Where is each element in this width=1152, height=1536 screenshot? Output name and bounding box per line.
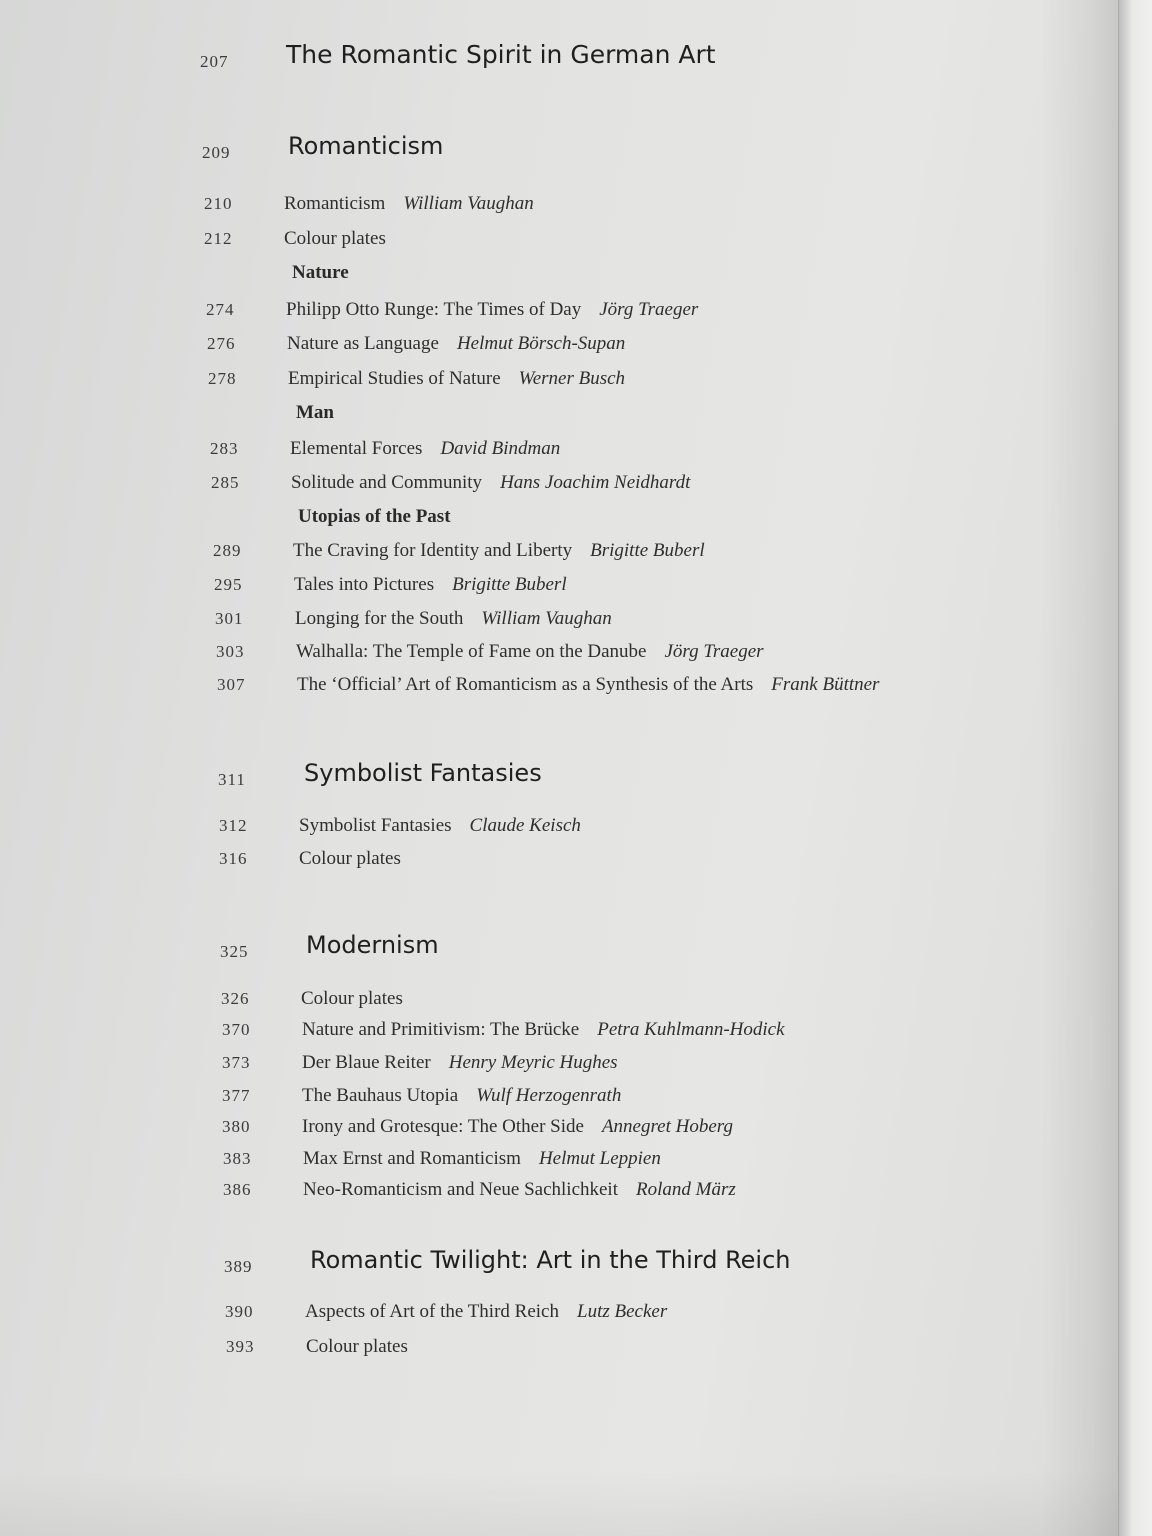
entry-title: Walhalla: The Temple of Fame on the Danube — [296, 641, 647, 662]
entry-author: Petra Kuhlmann-Hodick — [597, 1019, 785, 1040]
page-number: 316 — [219, 849, 248, 868]
page-number: 210 — [204, 194, 233, 213]
toc-entry — [207, 332, 625, 356]
page-number: 307 — [217, 675, 246, 694]
entry-title: Der Blaue Reiter — [302, 1052, 431, 1073]
entry-title: Neo-Romanticism and Neue Sachlichkeit — [303, 1179, 618, 1200]
toc-entry — [217, 673, 879, 697]
section-heading-symbolist — [218, 759, 542, 790]
toc-entry — [215, 607, 612, 631]
section-heading-twilight — [224, 1246, 791, 1277]
page-number: 325 — [220, 942, 249, 961]
entry-author: Helmut Börsch-Supan — [456, 333, 626, 354]
page-number: 301 — [215, 609, 244, 628]
entry-title: Colour plates — [301, 988, 403, 1009]
entry-author: Frank Büttner — [771, 674, 880, 695]
entry-author: Wulf Herzogenrath — [476, 1085, 622, 1106]
page-number: 295 — [214, 575, 243, 594]
page-number: 303 — [216, 642, 245, 661]
entry-title: Aspects of Art of the Third Reich — [305, 1301, 559, 1322]
page-number: 312 — [219, 816, 248, 835]
toc-entry — [219, 814, 581, 838]
toc-entry — [211, 471, 690, 495]
entry-title: Colour plates — [284, 228, 386, 249]
page-number: 278 — [208, 369, 237, 388]
entry-author: Brigitte Buberl — [590, 540, 705, 561]
page-number: 283 — [210, 439, 239, 458]
entry-title: Solitude and Community — [291, 472, 483, 493]
page-number: 311 — [218, 770, 246, 789]
toc-entry — [225, 1300, 667, 1324]
page-title — [200, 40, 716, 72]
entry-title: Longing for the South — [295, 608, 464, 629]
section-heading-romanticism — [202, 132, 443, 163]
page-title-text: The Romantic Spirit in German Art — [286, 40, 716, 69]
page-number: 390 — [225, 1302, 254, 1321]
page-number: 276 — [207, 334, 236, 353]
entry-author: Jörg Traeger — [664, 641, 764, 662]
toc-entry — [223, 1178, 736, 1202]
page-number: 380 — [222, 1117, 251, 1136]
page-number: 377 — [222, 1086, 251, 1105]
entry-author: Claude Keisch — [469, 815, 581, 836]
section-heading-text: Romanticism — [288, 132, 444, 160]
entry-author: Jörg Traeger — [599, 299, 699, 320]
page-number: 383 — [223, 1149, 252, 1168]
entry-title: Nature as Language — [287, 333, 439, 354]
entry-author: William Vaughan — [481, 608, 612, 629]
entry-title: The Craving for Identity and Liberty — [293, 540, 573, 561]
page-number: 386 — [223, 1180, 252, 1199]
page-number: 209 — [202, 143, 231, 162]
toc-entry — [208, 367, 625, 391]
toc-entry — [222, 1115, 733, 1139]
entry-title: The Bauhaus Utopia — [302, 1085, 459, 1106]
entry-title: Romanticism — [284, 193, 386, 214]
page-number: 370 — [222, 1020, 251, 1039]
section-heading-text: Symbolist Fantasies — [304, 759, 542, 787]
entry-author: Henry Meyric Hughes — [448, 1052, 618, 1073]
entry-title: Colour plates — [306, 1336, 408, 1357]
page-number: 393 — [226, 1337, 255, 1356]
entry-author: Hans Joachim Neidhardt — [500, 472, 691, 493]
page-number: 212 — [204, 229, 233, 248]
toc-entry — [219, 847, 401, 871]
entry-author: Helmut Leppien — [538, 1148, 661, 1169]
toc-entry — [226, 1335, 408, 1359]
section-heading-text: Romantic Twilight: Art in the Third Reich — [310, 1246, 791, 1274]
toc-entry — [213, 539, 705, 563]
entry-title: Elemental Forces — [290, 438, 423, 459]
toc-entry — [222, 1051, 618, 1075]
subsection-heading: Nature — [292, 262, 349, 283]
toc-entry — [206, 298, 698, 322]
entry-author: William Vaughan — [403, 193, 534, 214]
toc-entry — [222, 1018, 785, 1042]
toc-entry — [204, 192, 534, 216]
entry-title: Colour plates — [299, 848, 401, 869]
entry-title: Max Ernst and Romanticism — [303, 1148, 521, 1169]
entry-author: David Bindman — [440, 438, 561, 459]
toc-entry — [216, 640, 764, 664]
page-bottom-shadow — [0, 1470, 1152, 1536]
page-number: 373 — [222, 1053, 251, 1072]
page-number: 289 — [213, 541, 242, 560]
entry-title: Irony and Grotesque: The Other Side — [302, 1116, 584, 1137]
entry-author: Brigitte Buberl — [452, 574, 567, 595]
toc-entry — [214, 573, 567, 597]
toc-entry — [223, 1147, 661, 1171]
page-number: 274 — [206, 300, 235, 319]
entry-title: Nature and Primitivism: The Brücke — [302, 1019, 580, 1040]
page-number: 389 — [224, 1257, 253, 1276]
subsection-heading: Man — [296, 402, 334, 423]
adjacent-page-edge — [1118, 0, 1152, 1536]
entry-author: Lutz Becker — [577, 1301, 668, 1322]
entry-title: Tales into Pictures — [294, 574, 435, 595]
section-heading-modernism — [220, 931, 439, 962]
entry-title: Empirical Studies of Nature — [288, 368, 501, 389]
toc-entry — [221, 987, 403, 1011]
entry-title: The ‘Official’ Art of Romanticism as a Synthesis of the Arts — [297, 674, 754, 695]
entry-title: Symbolist Fantasies — [299, 815, 452, 836]
toc-entry — [204, 227, 386, 251]
toc-entry — [210, 437, 560, 461]
section-heading-text: Modernism — [306, 931, 439, 959]
toc-entry — [222, 1084, 621, 1108]
entry-title: Philipp Otto Runge: The Times of Day — [286, 299, 582, 320]
page-number: 207 — [200, 52, 229, 71]
entry-author: Annegret Hoberg — [601, 1116, 733, 1137]
entry-author: Roland März — [636, 1179, 736, 1200]
page-number: 326 — [221, 989, 250, 1008]
entry-author: Werner Busch — [518, 368, 626, 389]
subsection-heading: Utopias of the Past — [298, 506, 451, 527]
page-number: 285 — [211, 473, 240, 492]
